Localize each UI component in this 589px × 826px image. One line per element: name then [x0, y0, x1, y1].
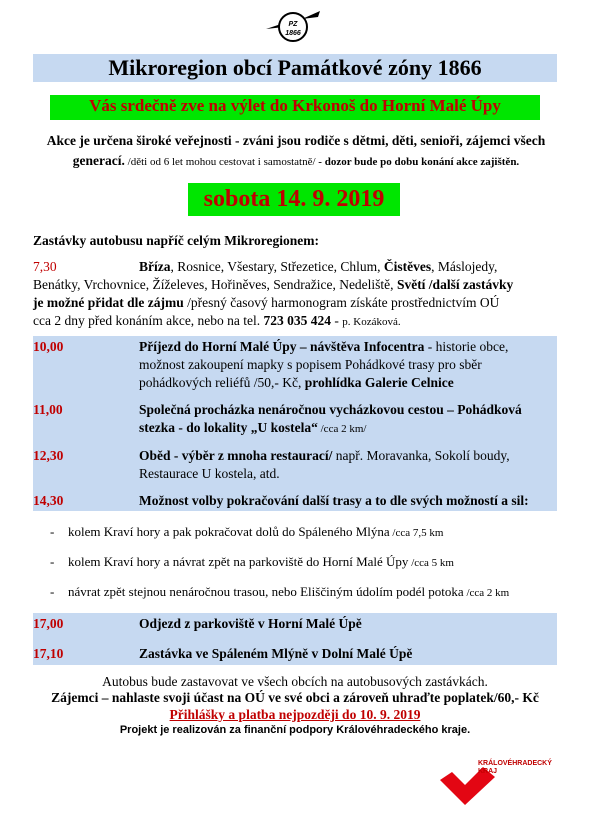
- stops-t12: p. Kozáková.: [342, 316, 401, 328]
- footer-deadline: Přihlášky a platba nejpozději do 10. 9. 2019: [169, 707, 421, 722]
- program-time: 11,00: [33, 402, 63, 417]
- program-text-c: /cca 2 km/: [317, 423, 367, 435]
- program-text-d: pohádkových reliéfů /50,- Kč,: [139, 375, 305, 390]
- invite-text: Vás srdečně zve na výlet do Krkonoš do Horní Malé Úpy: [89, 96, 501, 115]
- stops-time: 7,30: [33, 259, 57, 274]
- route-distance: /cca 5 km: [408, 557, 454, 569]
- intro-paragraph: [36, 131, 556, 172]
- program-row: [33, 401, 557, 437]
- footer-line2: Zájemci – nahlaste svoji účast na OÚ ve své obci a zároveň uhraďte poplatek/60,- Kč: [51, 690, 539, 705]
- event-date: sobota 14. 9. 2019: [203, 186, 385, 212]
- program-text-a: Možnost volby pokračování další trasy a to dle svých možností a sil:: [139, 493, 529, 508]
- stops-t7: je možné přidat dle zájmu: [33, 295, 184, 310]
- intro-line1: Akce je určena široké veřejnosti - zváni jsou rodiče s dětmi, děti, senioři, zájemci všech: [46, 133, 546, 148]
- program-row: [33, 447, 557, 483]
- route-text: návrat zpět stejnou nenáročnou trasou, nebo Eliščiným údolím podél potoka: [68, 584, 464, 599]
- stops-heading: Zastávky autobusu napříč celým Mikroregionem:: [33, 233, 320, 248]
- page-title: Mikroregion obcí Památkové zóny 1866: [108, 55, 482, 80]
- intro-line2a: generací.: [72, 153, 125, 168]
- dash-marker: -: [50, 524, 55, 539]
- footer-funding: Projekt je realizován za finanční podpory Královéhradeckého kraje.: [119, 724, 471, 736]
- stops-t3: Čistěves: [383, 259, 432, 274]
- program-text-b: např. Moravanka, Sokolí boudy,: [332, 448, 510, 463]
- stops-t4: , Máslojedy,: [431, 259, 498, 274]
- stops-t2: , Rosnice, Všestary, Střezetice, Chlum,: [170, 259, 384, 274]
- departure-row: [33, 645, 557, 663]
- stops-t1: Bříza: [139, 259, 171, 274]
- mikroregion-logo-icon: [262, 5, 324, 45]
- departure-text: Zastávka ve Spáleném Mlýně v Dolní Malé Úpě: [139, 646, 413, 661]
- program-text-b: - historie obce,: [424, 339, 509, 354]
- dash-marker: -: [50, 554, 55, 569]
- stops-t8: /přesný časový harmonogram získáte prostřednictvím OÚ: [183, 295, 500, 310]
- program-time: 14,30: [33, 493, 64, 508]
- departure-time: 17,10: [33, 646, 64, 661]
- kraj-logo-text: [478, 760, 552, 776]
- route-text: kolem Kraví hory a pak pokračovat dolů do Spáleného Mlýna: [68, 524, 390, 539]
- departure-time: 17,00: [33, 616, 64, 631]
- program-text-a: Oběd - výběr z mnoha restaurací/: [139, 448, 333, 463]
- departure-row: [33, 615, 557, 633]
- stops-t5: Benátky, Vrchovnice, Žíželeves, Hořiněves, Sendražice, Nedeliště,: [33, 277, 397, 292]
- program-text-e: prohlídka Galerie Celnice: [304, 375, 454, 390]
- route-distance: /cca 7,5 km: [389, 527, 444, 539]
- stops-t6: Světí /další zastávky: [396, 277, 514, 292]
- program-text-a: Společná procházka nenáročnou vycházkovou cestou – Pohádková: [139, 402, 522, 417]
- route-distance: /cca 2 km: [463, 587, 510, 599]
- program-text-c: možnost zakoupení mapky s popisem Pohádkové trasy pro sběr: [139, 357, 482, 372]
- intro-line2-small: /děti od 6 let mohou cestovat i samostatně/: [124, 156, 319, 168]
- logo-text-bottom: 1866: [285, 30, 301, 37]
- program-row: [33, 338, 557, 390]
- kraj-line2: KRAJ: [478, 768, 498, 775]
- program-text-b: stezka - do lokality „U kostela“: [139, 420, 318, 435]
- dash-marker: -: [50, 584, 55, 599]
- program-text-c: Restaurace U kostela, atd.: [139, 466, 280, 481]
- stops-t10: 723 035 424: [263, 313, 332, 328]
- route-text: kolem Kraví hory a návrat zpět na parkoviště do Horní Malé Úpy: [68, 554, 409, 569]
- departure-text: Odjezd z parkoviště v Horní Malé Úpě: [139, 616, 362, 631]
- program-time: 12,30: [33, 448, 64, 463]
- program-text-a: Příjezd do Horní Malé Úpy – návštěva Infocentra: [139, 339, 425, 354]
- program-row: [33, 492, 557, 510]
- stops-t9: cca 2 dny před konáním akce, nebo na tel.: [33, 313, 264, 328]
- stops-paragraph: [33, 258, 553, 331]
- stops-t11: -: [331, 313, 343, 328]
- kraj-line1: KRÁLOVÉHRADECKÝ: [478, 760, 552, 767]
- intro-line2b: - dozor bude po dobu konání akce zajištěn.: [318, 156, 520, 168]
- program-time: 10,00: [33, 339, 64, 354]
- footer-line1: Autobus bude zastavovat ve všech obcích na autobusových zastávkách.: [102, 674, 488, 689]
- logo-text-top: PZ: [288, 21, 298, 28]
